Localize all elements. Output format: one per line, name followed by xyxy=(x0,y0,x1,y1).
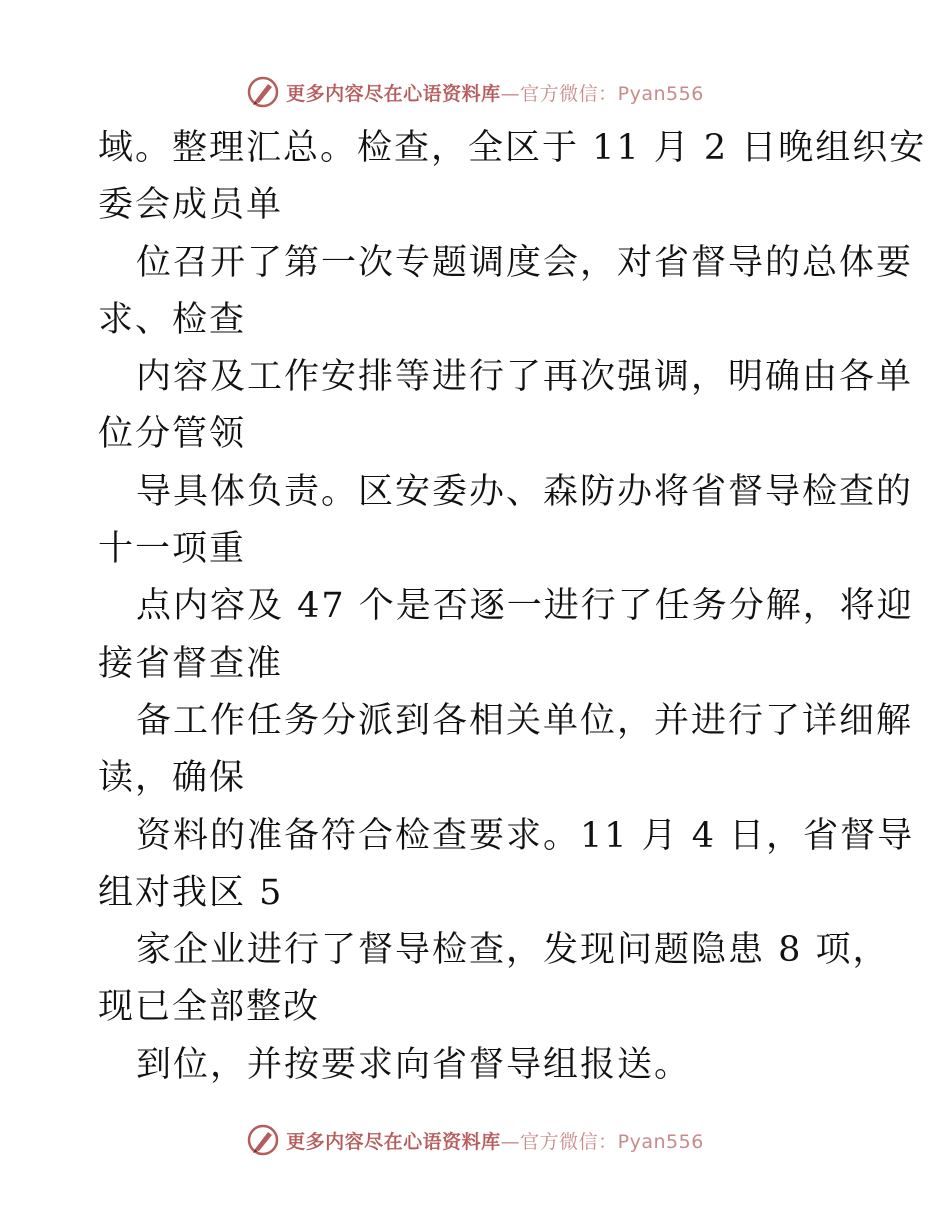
text-line: 组对我区 5 xyxy=(98,872,284,913)
text-line: 备工作任务分派到各相关单位，并进行了详细解 xyxy=(136,700,914,741)
text-line: 点内容及 47 个是否逐一进行了任务分解，将迎 xyxy=(136,586,914,627)
text-line: 域。整理汇总。检查，全区于 11 月 2 日晚组织安 xyxy=(98,128,927,168)
text-line: 委会成员单 xyxy=(98,185,284,226)
text-line: 位分管领 xyxy=(98,414,247,455)
pen-logo-icon xyxy=(246,75,280,109)
text-line: 现已全部整改 xyxy=(98,987,321,1028)
pen-logo-icon xyxy=(246,1123,280,1157)
header-watermark xyxy=(0,72,950,112)
document-body xyxy=(98,120,927,1094)
text-line: 十一项重 xyxy=(98,529,247,570)
text-line: 内容及工作安排等进行了再次强调，明确由各单 xyxy=(136,357,914,398)
watermark-brand: 更多内容尽在心语资料库 xyxy=(286,1130,501,1153)
text-line: 位召开了第一次专题调度会，对省督导的总体要 xyxy=(136,242,914,283)
text-line: 到位，并按要求向省督导组报送。 xyxy=(136,1044,692,1085)
text-line: 求、检查 xyxy=(98,299,247,340)
watermark-suffix: —官方微信：Pyan556 xyxy=(500,1130,704,1153)
footer-watermark xyxy=(0,1120,950,1160)
watermark-brand: 更多内容尽在心语资料库 xyxy=(286,82,501,105)
text-line: 家企业进行了督导检查，发现问题隐患 8 项， xyxy=(136,930,890,971)
text-line: 读，确保 xyxy=(98,758,247,799)
text-line: 导具体负责。区安委办、森防办将省督导检查的 xyxy=(136,471,914,512)
watermark-suffix: —官方微信：Pyan556 xyxy=(500,82,704,105)
text-line: 接省督查准 xyxy=(98,643,284,684)
text-line: 资料的准备符合检查要求。11 月 4 日，省督导 xyxy=(136,815,915,856)
